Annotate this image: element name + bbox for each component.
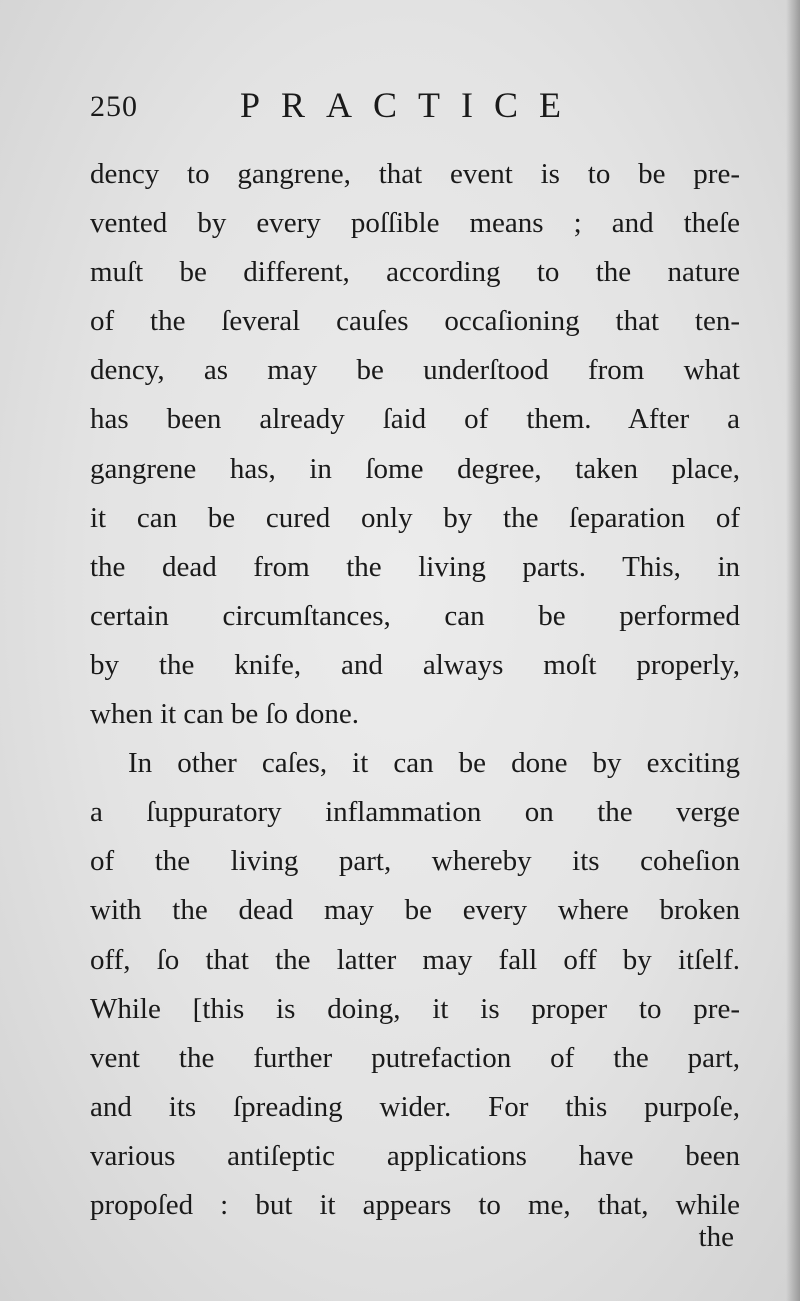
text-line: gangrene has, in ſome degree, taken place, [90, 452, 740, 485]
text-line: of the living part, whereby its coheſion [90, 845, 740, 878]
text-line: a ſuppuratory inflammation on the verge [90, 796, 740, 829]
text-line: vented by every poſſible means ; and theſe [90, 207, 740, 240]
text-line: dency, as may be underſtood from what [90, 354, 740, 387]
paragraph-end-line: when it can be ſo done. [90, 698, 359, 731]
running-head: PRACTICE [240, 85, 583, 125]
text-line: and its ſpreading wider. For this purpoſe, [90, 1090, 740, 1123]
text-line: certain circumſtances, can be performed [90, 599, 740, 632]
page-number: 250 [90, 90, 138, 123]
text-line: off, ſo that the latter may fall off by itſelf. [90, 943, 740, 976]
text-line: muſt be different, according to the nature [90, 256, 740, 289]
text-line: the dead from the living parts. This, in [90, 550, 740, 583]
page-header [90, 84, 740, 134]
text-line: vent the further putrefaction of the part, [90, 1041, 740, 1074]
text-line: While [this is doing, it is proper to pre- [90, 992, 740, 1025]
text-line: of the ſeveral cauſes occaſioning that ten- [90, 305, 740, 338]
body-text [90, 150, 740, 1230]
text-line: by the knife, and always moſt properly, [90, 648, 740, 681]
text-line: has been already ſaid of them. After a [90, 403, 740, 436]
catchword: the [698, 1221, 734, 1253]
paragraph-start-line: In other caſes, it can be done by exciting [128, 747, 740, 780]
text-line: dency to gangrene, that event is to be pre- [90, 158, 740, 190]
text-line: propoſed : but it appears to me, that, while [90, 1188, 740, 1221]
text-line: it can be cured only by the ſeparation of [90, 501, 740, 534]
text-line: with the dead may be every where broken [90, 894, 740, 927]
text-line: various antiſeptic applications have been [90, 1139, 740, 1172]
